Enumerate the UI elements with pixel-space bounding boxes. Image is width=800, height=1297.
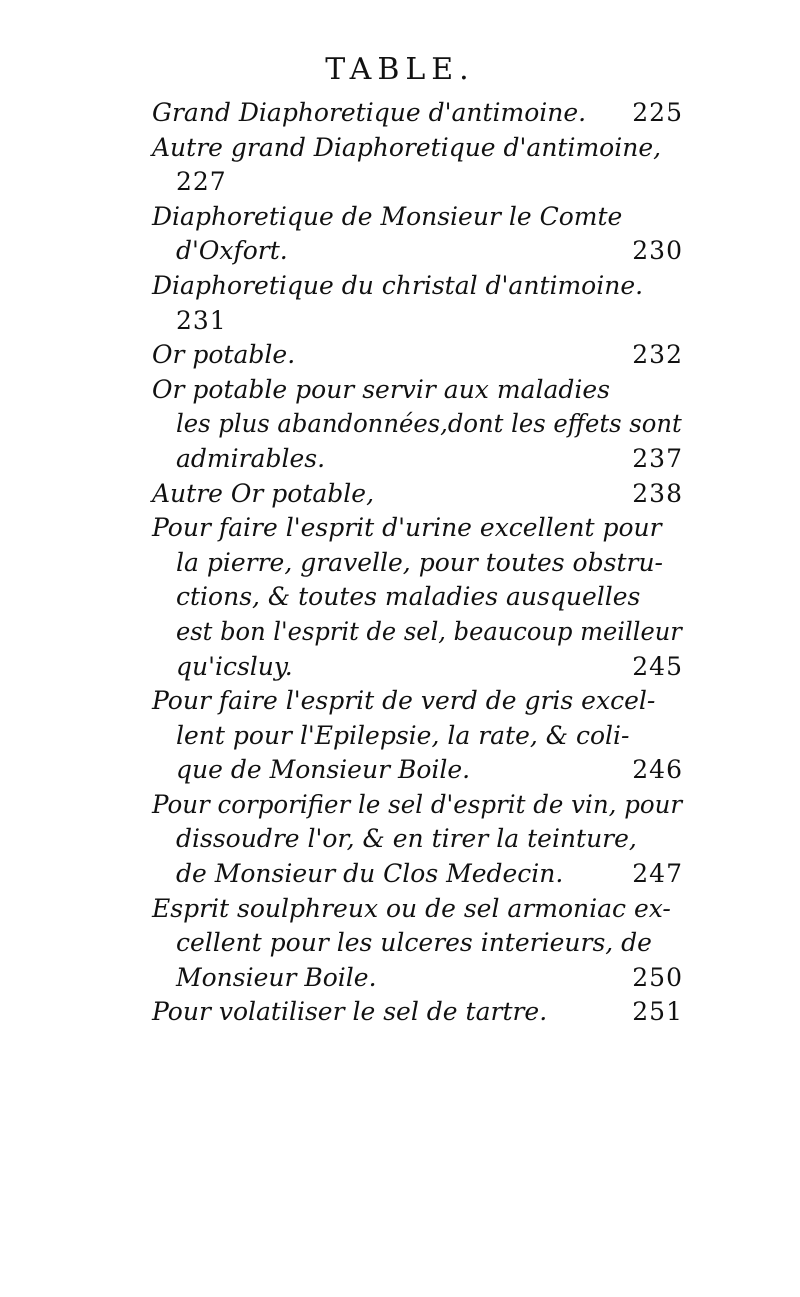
page-number: 245 bbox=[632, 651, 683, 681]
table-of-contents bbox=[152, 96, 687, 1030]
entry-title: Autre grand Diaphoretique d'antimoine, bbox=[152, 132, 662, 162]
entry-title: Autre Or potable, bbox=[152, 478, 375, 508]
toc-line bbox=[152, 511, 687, 546]
page-number: 250 bbox=[632, 962, 683, 992]
entry-title-cont: la pierre, gravelle, pour toutes obstru- bbox=[176, 547, 663, 577]
entry-title: Pour volatiliser le sel de tartre. bbox=[152, 997, 548, 1027]
toc-line bbox=[152, 304, 687, 339]
toc-line bbox=[152, 165, 687, 200]
page-number: 225 bbox=[632, 98, 683, 127]
entry-title-cont: ctions, & toutes maladies ausquelles bbox=[176, 582, 641, 612]
page-number: 237 bbox=[632, 443, 683, 473]
entry-title: Pour faire l'esprit de verd de gris excel- bbox=[152, 686, 656, 716]
toc-line bbox=[152, 995, 687, 1030]
page-number: 232 bbox=[632, 340, 683, 370]
entry-title: Esprit soulphreux ou de sel armoniac ex- bbox=[152, 893, 671, 923]
toc-line bbox=[152, 338, 687, 373]
toc-line bbox=[152, 373, 682, 408]
entry-title: Grand Diaphoretique d'antimoine. bbox=[152, 98, 587, 127]
toc-line bbox=[152, 200, 682, 235]
toc-entry bbox=[152, 511, 687, 684]
toc-line bbox=[152, 684, 687, 719]
toc-entry bbox=[152, 477, 687, 512]
toc-line bbox=[152, 96, 687, 131]
entry-title-cont: d'Oxfort. bbox=[176, 236, 288, 266]
toc-entry bbox=[152, 96, 687, 131]
entry-title: Diaphoretique du christal d'antimoine. bbox=[152, 270, 644, 300]
toc-entry bbox=[152, 200, 687, 269]
toc-line bbox=[152, 615, 687, 650]
page-number: 247 bbox=[632, 859, 683, 889]
toc-line bbox=[152, 477, 687, 512]
toc-line bbox=[152, 580, 687, 615]
toc-line bbox=[152, 892, 687, 927]
entry-title-cont: de Monsieur du Clos Medecin. bbox=[176, 859, 564, 889]
toc-line bbox=[152, 650, 687, 685]
toc-entry bbox=[152, 892, 687, 996]
entry-title-cont: dissoudre l'or, & en tirer la teinture, bbox=[176, 824, 637, 854]
entry-title-cont: que de Monsieur Boile. bbox=[176, 755, 471, 785]
toc-line bbox=[152, 857, 687, 892]
toc-line bbox=[152, 546, 687, 581]
entry-title-cont: les plus abandonnées,dont les effets sont bbox=[176, 409, 682, 439]
entry-title-cont: cellent pour les ulceres interieurs, de bbox=[176, 928, 652, 958]
toc-line bbox=[152, 131, 687, 166]
entry-title: Or potable pour servir aux maladies bbox=[152, 374, 610, 404]
toc-entry bbox=[152, 995, 687, 1030]
toc-entry bbox=[152, 373, 687, 477]
page-number: 231 bbox=[176, 305, 227, 335]
toc-line bbox=[152, 961, 687, 996]
page-number: 246 bbox=[632, 755, 683, 785]
toc-line bbox=[152, 442, 687, 477]
page-number: 230 bbox=[632, 236, 683, 266]
toc-entry bbox=[152, 788, 687, 892]
entry-title: Or potable. bbox=[152, 340, 296, 370]
toc-line bbox=[152, 926, 687, 961]
entry-title-cont: admirables. bbox=[176, 443, 326, 473]
toc-entry bbox=[152, 338, 687, 373]
toc-entry bbox=[152, 269, 687, 338]
toc-line bbox=[152, 822, 687, 857]
entry-title: Pour corporifier le sel d'esprit de vin, pour bbox=[152, 789, 683, 819]
toc-line bbox=[152, 407, 687, 442]
entry-title-cont: qu'icsluy. bbox=[176, 651, 293, 681]
toc-line bbox=[152, 788, 687, 823]
entry-title: Pour faire l'esprit d'urine excellent pour bbox=[152, 513, 662, 543]
page-number: 238 bbox=[632, 478, 683, 508]
entry-title-cont: Monsieur Boile. bbox=[176, 962, 377, 992]
page-number: 251 bbox=[632, 997, 683, 1027]
entry-title: Diaphoretique de Monsieur le Comte bbox=[152, 201, 623, 231]
running-title: TABLE. bbox=[325, 52, 475, 87]
toc-line bbox=[152, 753, 687, 788]
entry-title-cont: lent pour l'Epilepsie, la rate, & coli- bbox=[176, 720, 630, 750]
toc-line bbox=[152, 269, 687, 304]
toc-line bbox=[152, 234, 687, 269]
toc-entry bbox=[152, 684, 687, 788]
toc-entry bbox=[152, 131, 687, 200]
entry-title-cont: est bon l'esprit de sel, beaucoup meilleur bbox=[176, 616, 682, 646]
toc-line bbox=[152, 719, 687, 754]
page-number: 227 bbox=[176, 167, 227, 197]
